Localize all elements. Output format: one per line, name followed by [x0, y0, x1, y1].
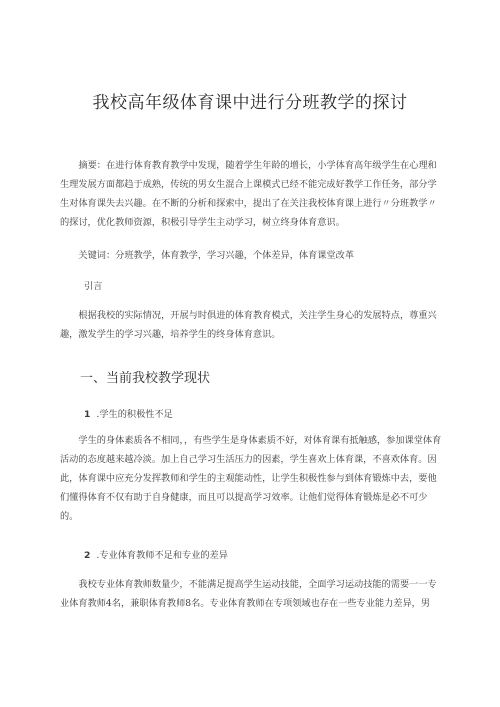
subsection-1-title: .学生的积极性不足 — [96, 409, 173, 420]
section-1-heading: 一、当前我校教学现状 — [80, 371, 211, 386]
abstract-paragraph: 摘要：在进行体育教育教学中发现，随着学生年龄的增长，小学体育高年级学生在心理和生理发展方面都趋于成熟，传统的男女生混合上课模式已经不能完成好教学工作任务，部分学生对体育课失去兴趣。在不断的分析和探索中，提出了在关注我校体育课上进行〃分班教学〃的探讨，优化教师资源，积极引导学生主动学习，树立终身体育意识。 — [60, 160, 437, 228]
subsection-1-heading — [84, 406, 173, 420]
intro-paragraph: 根据我校的实际情况，开展与时俱进的体育教育模式，关注学生身心的发展特点，尊重兴趣，激发学生的学习兴趣，培养学生的终身体育意识。 — [60, 310, 437, 340]
keywords-paragraph: 关键词：分班教学，体育教学，学习兴趣，个体差异，体育课堂改革 — [78, 250, 355, 261]
subsection-2-number: 2 — [84, 550, 91, 561]
subsection-2-title: .专业体育教师不足和专业的差异 — [96, 550, 228, 561]
document-title: 我校高年级体育课中进行分班教学的探讨 — [92, 93, 408, 113]
subsection-2-heading — [84, 547, 228, 561]
subsection-1-number: 1 — [84, 409, 91, 420]
intro-heading: 引言 — [84, 281, 103, 292]
subsection-2-paragraph: 我校专业体育教师数量少，不能满足提高学生运动技能，全面学习运动技能的需要一一专业体育教师4名，兼职体育教师8名。专业体育教师在专项领域也存在一些专业能力差异，男 — [60, 579, 437, 609]
subsection-1-paragraph: 学生的身体素质各不相同，，有些学生是身体素质不好，对体育课有抵触感，参加课堂体育活动的态度越来越冷淡。加上自己学习生活压力的因素，学生喜欢上体育课，不喜欢体育。因此，体育课中应充分发挥教师和学生的主观能动性，让学生积极性参与到体育锻炼中去，要他们懂得体育不仅有助于自身健康，而且可以提高学习效率。让他们觉得体育锻炼是必不可少的。 — [60, 435, 442, 522]
